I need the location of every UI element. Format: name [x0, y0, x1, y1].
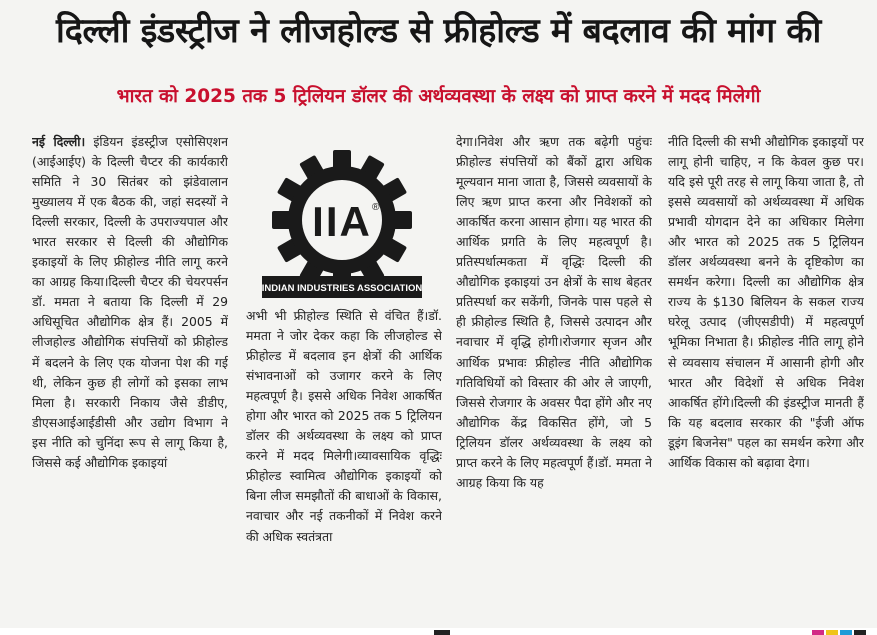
- color-bar-magenta: [812, 630, 824, 635]
- subheadline: भारत को 2025 तक 5 ट्रिलियन डॉलर की अर्थव्यवस्था के लक्ष्य को प्राप्त करने में मदद मिलेगी: [116, 86, 761, 107]
- gear-icon: [262, 148, 422, 300]
- article-column-4: नीति दिल्ली की सभी औद्योगिक इकाइयों पर लागू होनी चाहिए, न कि केवल कुछ पर। यदि इसे पूरी तरह से लागू किया जाता है, तो इससे व्यवसायों को अर्थव्यवस्था में अधिक प्रभावी योगदान देने का अधिकार मिलेगा और भारत को 2025 तक 5 ट्रिलियन डॉलर अर्थव्यवस्था बनने के दृष्टिकोण का समर्थन करेगा। दिल्ली का औद्योगिक क्षेत्र राज्य के $130 बिलियन के सकल राज्य घरेलू उत्पाद (जीएसडीपी) में महत्वपूर्ण भूमिका निभाता है। फ्रीहोल्ड नीति लागू होने से व्यवसाय संचालन में आसानी होगी और भारत और विदेशों से अधिक निवेश आकर्षित होंगे।दिल्ली की इंडस्ट्रीज मानती हैं कि यह बदलाव सरकार की "ईजी ऑफ डूइंग बिजनेस" पहल का समर्थन करेगा और आर्थिक विकास को बढ़ावा देगा।: [668, 134, 864, 470]
- registration-mark: [434, 630, 450, 635]
- logo-caption: Indian Industries Association: [262, 283, 422, 294]
- column-1-text: इंडियन इंडस्ट्रीज एसोसिएशन (आईआईए) के दिल्ली चैप्टर की कार्यकारी समिति ने 30 सितंबर को झंडेवालान मुख्यालय में एक बैठक की, जहां सदस्यों ने दिल्ली सरकार, दिल्ली के उपराज्यपाल और भारत सरकार से दिल्ली की औद्योगिक इकाइयों के लिए फ्रीहोल्ड नीति लागू करने का आग्रह किया।दिल्ली चैप्टर की चेयरपर्सन डॉ. ममता ने बताया कि दिल्ली में 29 अधिसूचित औद्योगिक क्षेत्र हैं। 2005 में लीजहोल्ड औद्योगिक संपत्तियों को फ्रीहोल्ड में बदलने के लिए एक योजना पेश की गई थी, लेकिन कुछ ही लोगों को इसका लाभ मिला है। सरकारी निकाय जैसे डीडीए, डीएसआईआईडीसी और उद्योग विभाग ने इस नीति को चुनिंदा रूप से लागू किया है, जिससे कई औद्योगिक इकाइयां: [32, 134, 228, 470]
- color-bar-yellow: [826, 630, 838, 635]
- dateline: नई दिल्ली।: [32, 134, 86, 149]
- headline: दिल्ली इंडस्ट्रीज ने लीजहोल्ड से फ्रीहोल्ड में बदलाव की मांग की: [55, 11, 822, 51]
- article-column-1: [32, 132, 228, 606]
- article-column-2: अभी भी फ्रीहोल्ड स्थिति से वंचित हैं।डॉ. ममता ने जोर देकर कहा कि लीजहोल्ड से फ्रीहोल्ड में बदलाव इन क्षेत्रों की आर्थिक संभावनाओं को उजागर करने के लिए महत्वपूर्ण है। इससे अधिक निवेश आकर्षित होगा और भारत को 2025 तक 5 ट्रिलियन डॉलर की अर्थव्यवस्था के लक्ष्य को प्राप्त करने में मदद मिलेगी।व्यावसायिक वृद्धिः फ्रीहोल्ड स्वामित्व औद्योगिक इकाइयों को बिना लीज समझौतों की बाधाओं के विकास, नवाचार और नई तकनीकों में निवेश करने की अधिक स्वतंत्रता: [246, 308, 442, 544]
- color-bar-black: [854, 630, 866, 635]
- logo-monogram: IIA: [312, 198, 372, 245]
- registered-mark: ®: [372, 202, 380, 213]
- article-column-3: देगा।निवेश और ऋण तक बढ़ेगी पहुंचः फ्रीहोल्ड संपत्तियों को बैंकों द्वारा अधिक मूल्यवान माना जाता है, जिससे व्यवसायों के लिए ऋण प्राप्त करना और निवेशकों को आकर्षित करना आसान होगा। यह भारत की आर्थिक प्रगति के लिए महत्वपूर्ण है।प्रतिस्पर्धात्मकता में वृद्धिः दिल्ली की औद्योगिक इकाइयां उन क्षेत्रों के साथ बेहतर प्रतिस्पर्धा कर सकेंगी, जिनके पास पहले से ही फ्रीहोल्ड स्थिति है, जिससे उत्पादन और नवाचार में वृद्धि होगी।रोजगार सृजन और आर्थिक प्रभावः फ्रीहोल्ड नीति औद्योगिक गतिविधियों को विस्तार की ओर ले जाएगी, जिससे रोजगार के अवसर पैदा होंगे और नए औद्योगिक केंद्र विकसित होंगे, जो 5 ट्रिलियन डॉलर अर्थव्यवस्था के लक्ष्य को प्राप्त करने के लिए महत्वपूर्ण हैं।डॉ. ममता ने आग्रह किया कि यह: [456, 134, 652, 490]
- color-bar-cyan: [840, 630, 852, 635]
- iia-logo: [262, 148, 422, 300]
